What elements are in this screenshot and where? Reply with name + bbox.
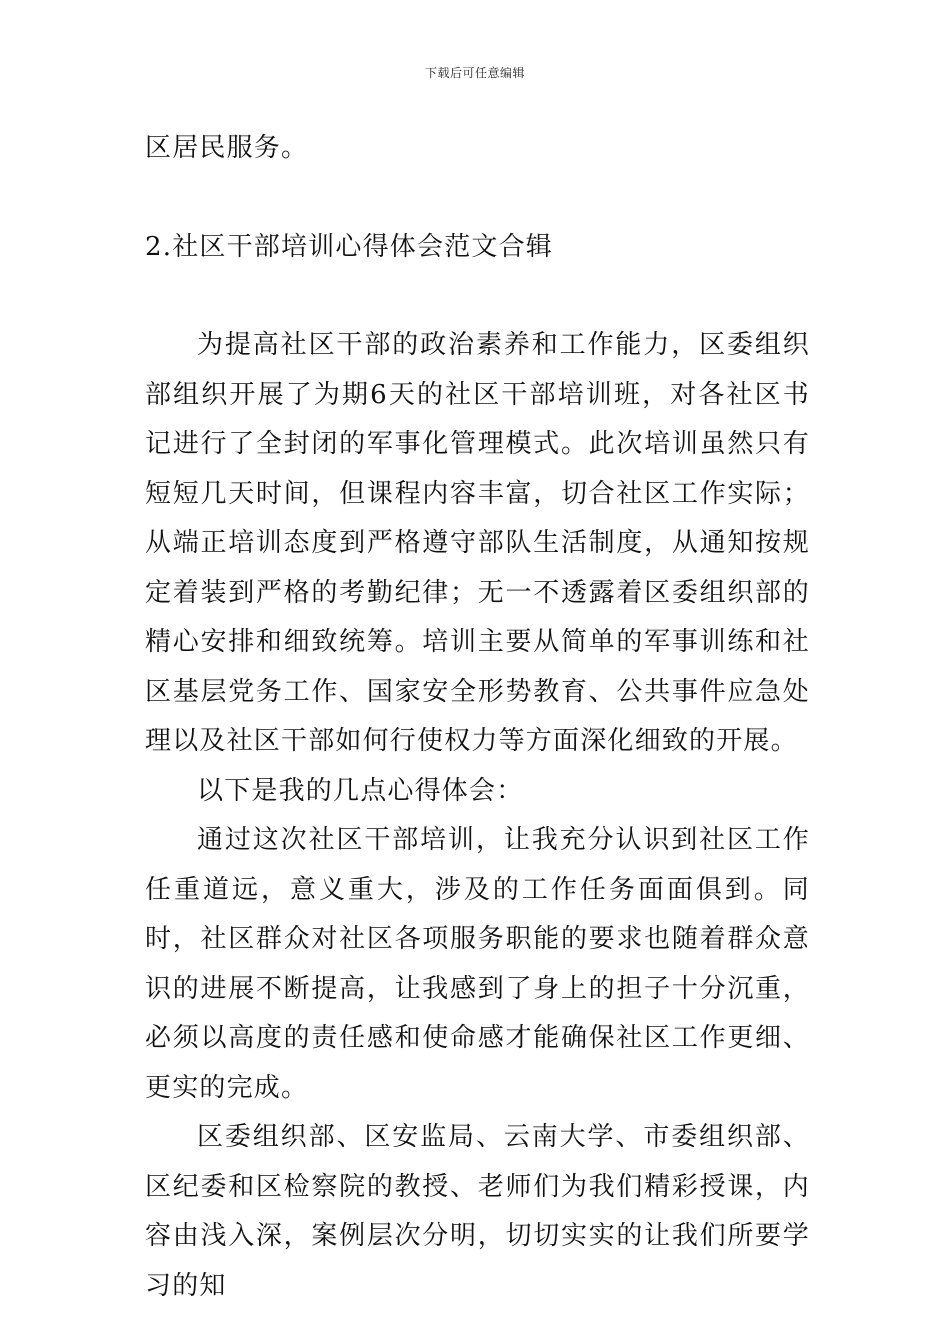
continuation-text: 区居民服务。 bbox=[145, 133, 309, 163]
paragraph-lead-in: 以下是我的几点心得体会： bbox=[197, 775, 524, 806]
paragraph-reflection: 通过这次社区干部培训，让我充分认识到社区工作任重道远，意义重大，涉及的工作任务面面俱到。同时，社区群众对社区各项服务职能的要求也随着群众意识的进展不断提高，让我感到了身上的担子十分沉重，必须以高度的责任感和使命感才能确保社区工作更细、更实的完成。 bbox=[145, 825, 810, 1103]
document-body bbox=[145, 124, 810, 1311]
paragraph-teachers: 区委组织部、区安监局、云南大学、市委组织部、区纪委和区检察院的教授、老师们为我们精彩授课，内容由浅入深，案例层次分明，切切实实的让我们所要学习的知 bbox=[145, 1122, 810, 1301]
paragraph-intro: 为提高社区干部的政治素养和工作能力，区委组织部组织开展了为期6天的社区干部培训班，对各社区书记进行了全封闭的军事化管理模式。此次培训虽然只有短短几天时间，但课程内容丰富，切合社区工作实际；从端正培训态度到严格遵守部队生活制度，从通知按规定着装到严格的考勤纪律；无一不透露着区委组织部的精心安排和细致统筹。培训主要从简单的军事训练和社区基层党务工作、国家安全形势教育、公共事件应急处理以及社区干部如何行使权力等方面深化细致的开展。 bbox=[145, 330, 810, 756]
section-heading: 2.社区干部培训心得体会范文合辑 bbox=[145, 231, 554, 262]
page-header: 下载后可任意编辑 bbox=[424, 66, 525, 80]
